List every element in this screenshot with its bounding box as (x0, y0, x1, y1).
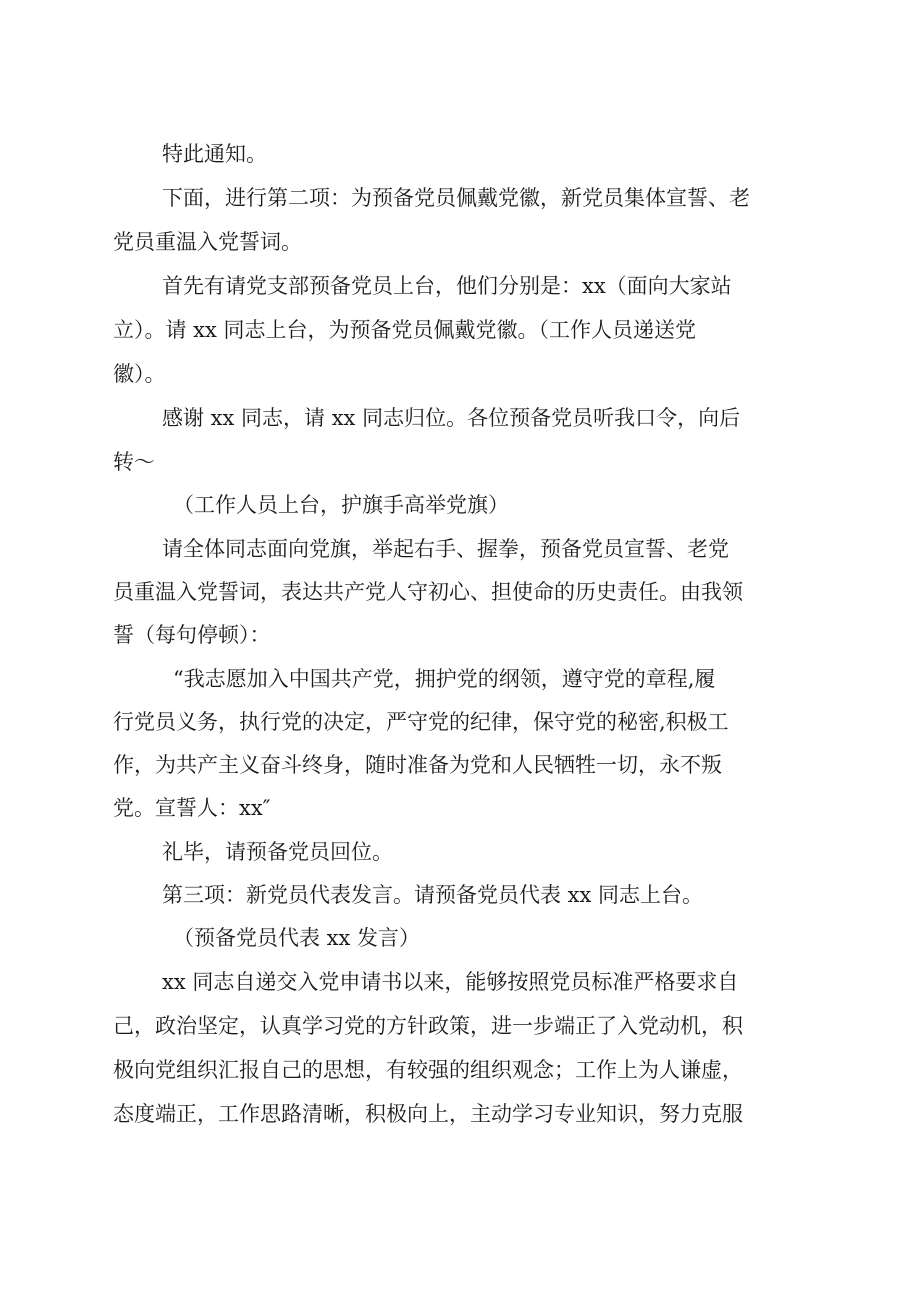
text-line: 转～ (113, 450, 155, 474)
text-line: 行党员义务，执行党的决定，严守党的纪律，保守党的秘密,积极工 (113, 710, 729, 734)
text-line: 极向党组织汇报自己的思想，有较强的组织观念；工作上为人谦虚， (113, 1058, 743, 1082)
text-line: 员重温入党誓词，表达共产党人守初心、担使命的历史责任。由我领 (113, 580, 743, 604)
text-line: 誓（每句停顿）： (113, 623, 271, 647)
text-line: xx 同志自递交入党申请书以来，能够按照党员标准严格要求自 (162, 970, 739, 994)
text-line: 徽）。 (113, 362, 166, 386)
text-line: （工作人员上台，护旗手高举党旗） (173, 493, 509, 517)
text-line: 己，政治坚定，认真学习党的方针政策，进一步端正了入党动机，积 (113, 1014, 743, 1038)
text-line: 礼毕，请预备党员回位。 (162, 840, 393, 864)
text-line: 态度端正，工作思路清晰，积极向上，主动学习专业知识，努力克服 (113, 1102, 743, 1126)
text-line: 下面，进行第二项：为预备党员佩戴党徽，新党员集体宣誓、老 (162, 186, 750, 210)
text-line: 感谢 xx 同志，请 xx 同志归位。各位预备党员听我口令，向后 (162, 406, 741, 430)
text-line: 立）。请 xx 同志上台，为预备党员佩戴党徽。（工作人员递送党 (113, 318, 697, 342)
text-line: 作，为共产主义奋斗终身，随时准备为党和人民牺牲一切，永不叛 (113, 753, 722, 777)
text-line: 首先有请党支部预备党员上台，他们分别是：xx（面向大家站 (162, 274, 732, 298)
text-line: “我志愿加入中国共产党，拥护党的纲领，遵守党的章程,履 (173, 667, 716, 691)
text-line: 特此通知。 (162, 142, 267, 166)
text-line: 党。宣誓人：xx″ (113, 796, 271, 820)
text-line: 第三项：新党员代表发言。请预备党员代表 xx 同志上台。 (162, 883, 704, 907)
text-line: （预备党员代表 xx 发言） (173, 926, 421, 950)
text-line: 请全体同志面向党旗，举起右手、握拳，预备党员宣誓、老党 (162, 537, 729, 561)
text-line: 党员重温入党誓词。 (113, 230, 302, 254)
